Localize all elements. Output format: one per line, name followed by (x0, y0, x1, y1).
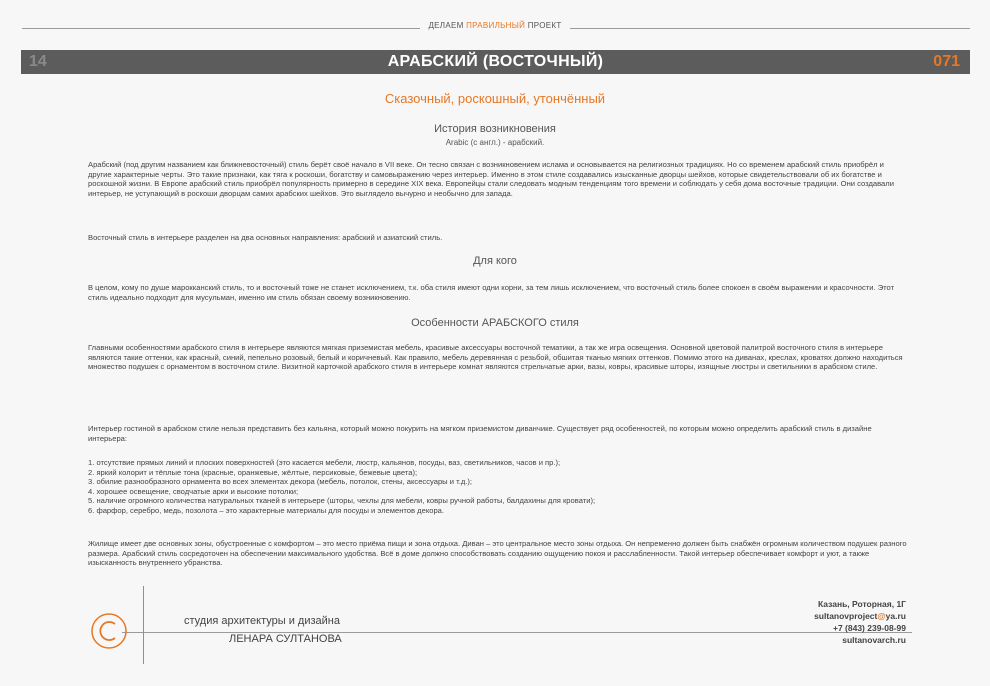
history-paragraph-2: Восточный стиль в интерьере разделен на два основных направления: арабский и азиатский стиль. (88, 233, 443, 242)
address: Казань, Роторная, 1Г (817, 599, 906, 609)
circle-c-logo-icon (90, 612, 128, 650)
list-item: 5. наличие огромного количества натуральных тканей в интерьере (шторы, чехлы для мебели, ковры ручной работы, балдахины для кровати); (88, 496, 596, 506)
page-subtitle: Сказочный, роскошный, утончённый (384, 91, 606, 106)
list-item: 2. яркий колорит и тёплые тона (красные, оранжевые, жёлтые, персиковые, бежевые цвета); (88, 467, 418, 477)
features-paragraph: Главными особенностями арабского стиля в интерьере являются мягкая приземистая мебель, красивые аксессуары восточной тематики, а так же игра освещения. Основной цветовой палитрой восточного стиля в интерьере являются такие оттенки, как красный, синий, пепельно розовый, белый и коричневый. Как правило, мебель деревянная с резьбой, обшитая тканью мягких оттенков. Помимо этого на диванах, креслах, кроватях должно находиться множество подушек с орнаментом в восточном стиле. Визитной карточкой арабского стиля в интерьере комнат являются стрельчатые арки, вазы, ковры, красивые шторы, изящные люстры и светильники в арабском стиле. (88, 343, 903, 372)
page-title: АРАБСКИЙ (ВОСТОЧНЫЙ) (387, 53, 604, 70)
contact-block (814, 598, 906, 646)
list-item: 6. фарфор, серебро, медь, позолота – это характерные материалы для посуды и элементов декора. (88, 505, 445, 515)
history-note: Arabic (с англ.) - арабский. (445, 138, 545, 147)
website-link[interactable]: sultanovarch.ru (842, 635, 906, 645)
title-bar (21, 50, 970, 74)
features-list (88, 458, 908, 516)
list-item: 3. обилие разнообразного орнамента во всех элементах декора (мебель, потолок, стены, аксессуары и т.д.); (88, 477, 473, 487)
for-whom-paragraph: В целом, кому по душе марокканский стиль, то и восточный тоже не станет исключением, т.к. оба стиля имеют одни корни, за тем лишь исключением, что восточный стиль более спокоен в своём выражении и красочности. Этот стиль идеально подходит для мусульман, именно им стиль обязан своему возникновению. (88, 283, 895, 302)
studio-name: студия архитектуры и дизайна (184, 615, 340, 627)
email-link[interactable]: sultanovproject@ya.ru (814, 611, 906, 621)
page-number: 071 (933, 53, 960, 70)
footer-accent-rule (143, 586, 144, 664)
history-heading: История возникновения (434, 123, 556, 135)
running-header-prefix: ДЕЛАЕМ (428, 21, 467, 30)
running-header-accent: ПРАВИЛЬНЫЙ (466, 21, 526, 30)
section-number: 14 (29, 53, 47, 70)
list-item: 4. хорошее освещение, сводчатые арки и высокие потолки; (88, 486, 299, 496)
phone[interactable]: +7 (843) 239-08-99 (832, 623, 906, 633)
running-header (0, 21, 990, 30)
history-paragraph: Арабский (под другим названием как ближневосточный) стиль берёт своё начало в VII веке. Он тесно связан с возникновением ислама и основывается на религиозных традициях. Но со временем арабский стиль приобрёл и другие характерные черты. Это такие признаки, как тяга к роскоши, богатству и самовыражению через интерьер. Именно в этом стиле создавались изысканные дворцы шейхов, которые свидетельствовали об их богатстве и роскошной жизни. В Европе арабский стиль приобрёл популярность примерно в середине XIX века. Европейцы стали следовать модным тенденциям того времени и соблюдать у себя дома восточные традиции. Они создавали интерьер, не уступающий в роскоши дворцам самих арабских шейхов. Это выглядело вычурно и необычно для запада. (88, 160, 894, 198)
studio-owner: ЛЕНАРА СУЛТАНОВА (229, 633, 342, 645)
features-heading: Особенности АРАБСКОГО стиля (411, 317, 579, 329)
for-whom-heading: Для кого (473, 255, 517, 267)
running-header-suffix: ПРОЕКТ (525, 21, 562, 30)
features-paragraph-2: Интерьер гостиной в арабском стиле нельзя представить без кальяна, который можно покурить на мягком приземистом диванчике. Существует ряд особенностей, по которым можно определить арабский стиль в дизайне интерьера: (88, 424, 872, 443)
features-paragraph-3: Жилище имеет две основных зоны, обустроенные с комфортом – это место приёма пищи и зона отдыха. Диван – это центральное место зоны отдыха. Он непременно должен быть снабжён огромным количеством подушек разного размера. Арабский стиль сосредоточен на обеспечении максимального удобства. Всё в доме должно способствовать созданию ощущению покоя и расслабленности. Такой интерьер обеспечивает комфорт и уют, а также изысканность внутреннего убранства. (88, 539, 907, 568)
list-item: 1. отсутствие прямых линий и плоских поверхностей (это касается мебели, люстр, кальянов, посуды, ваз, светильников, часов и пр.); (88, 458, 561, 467)
